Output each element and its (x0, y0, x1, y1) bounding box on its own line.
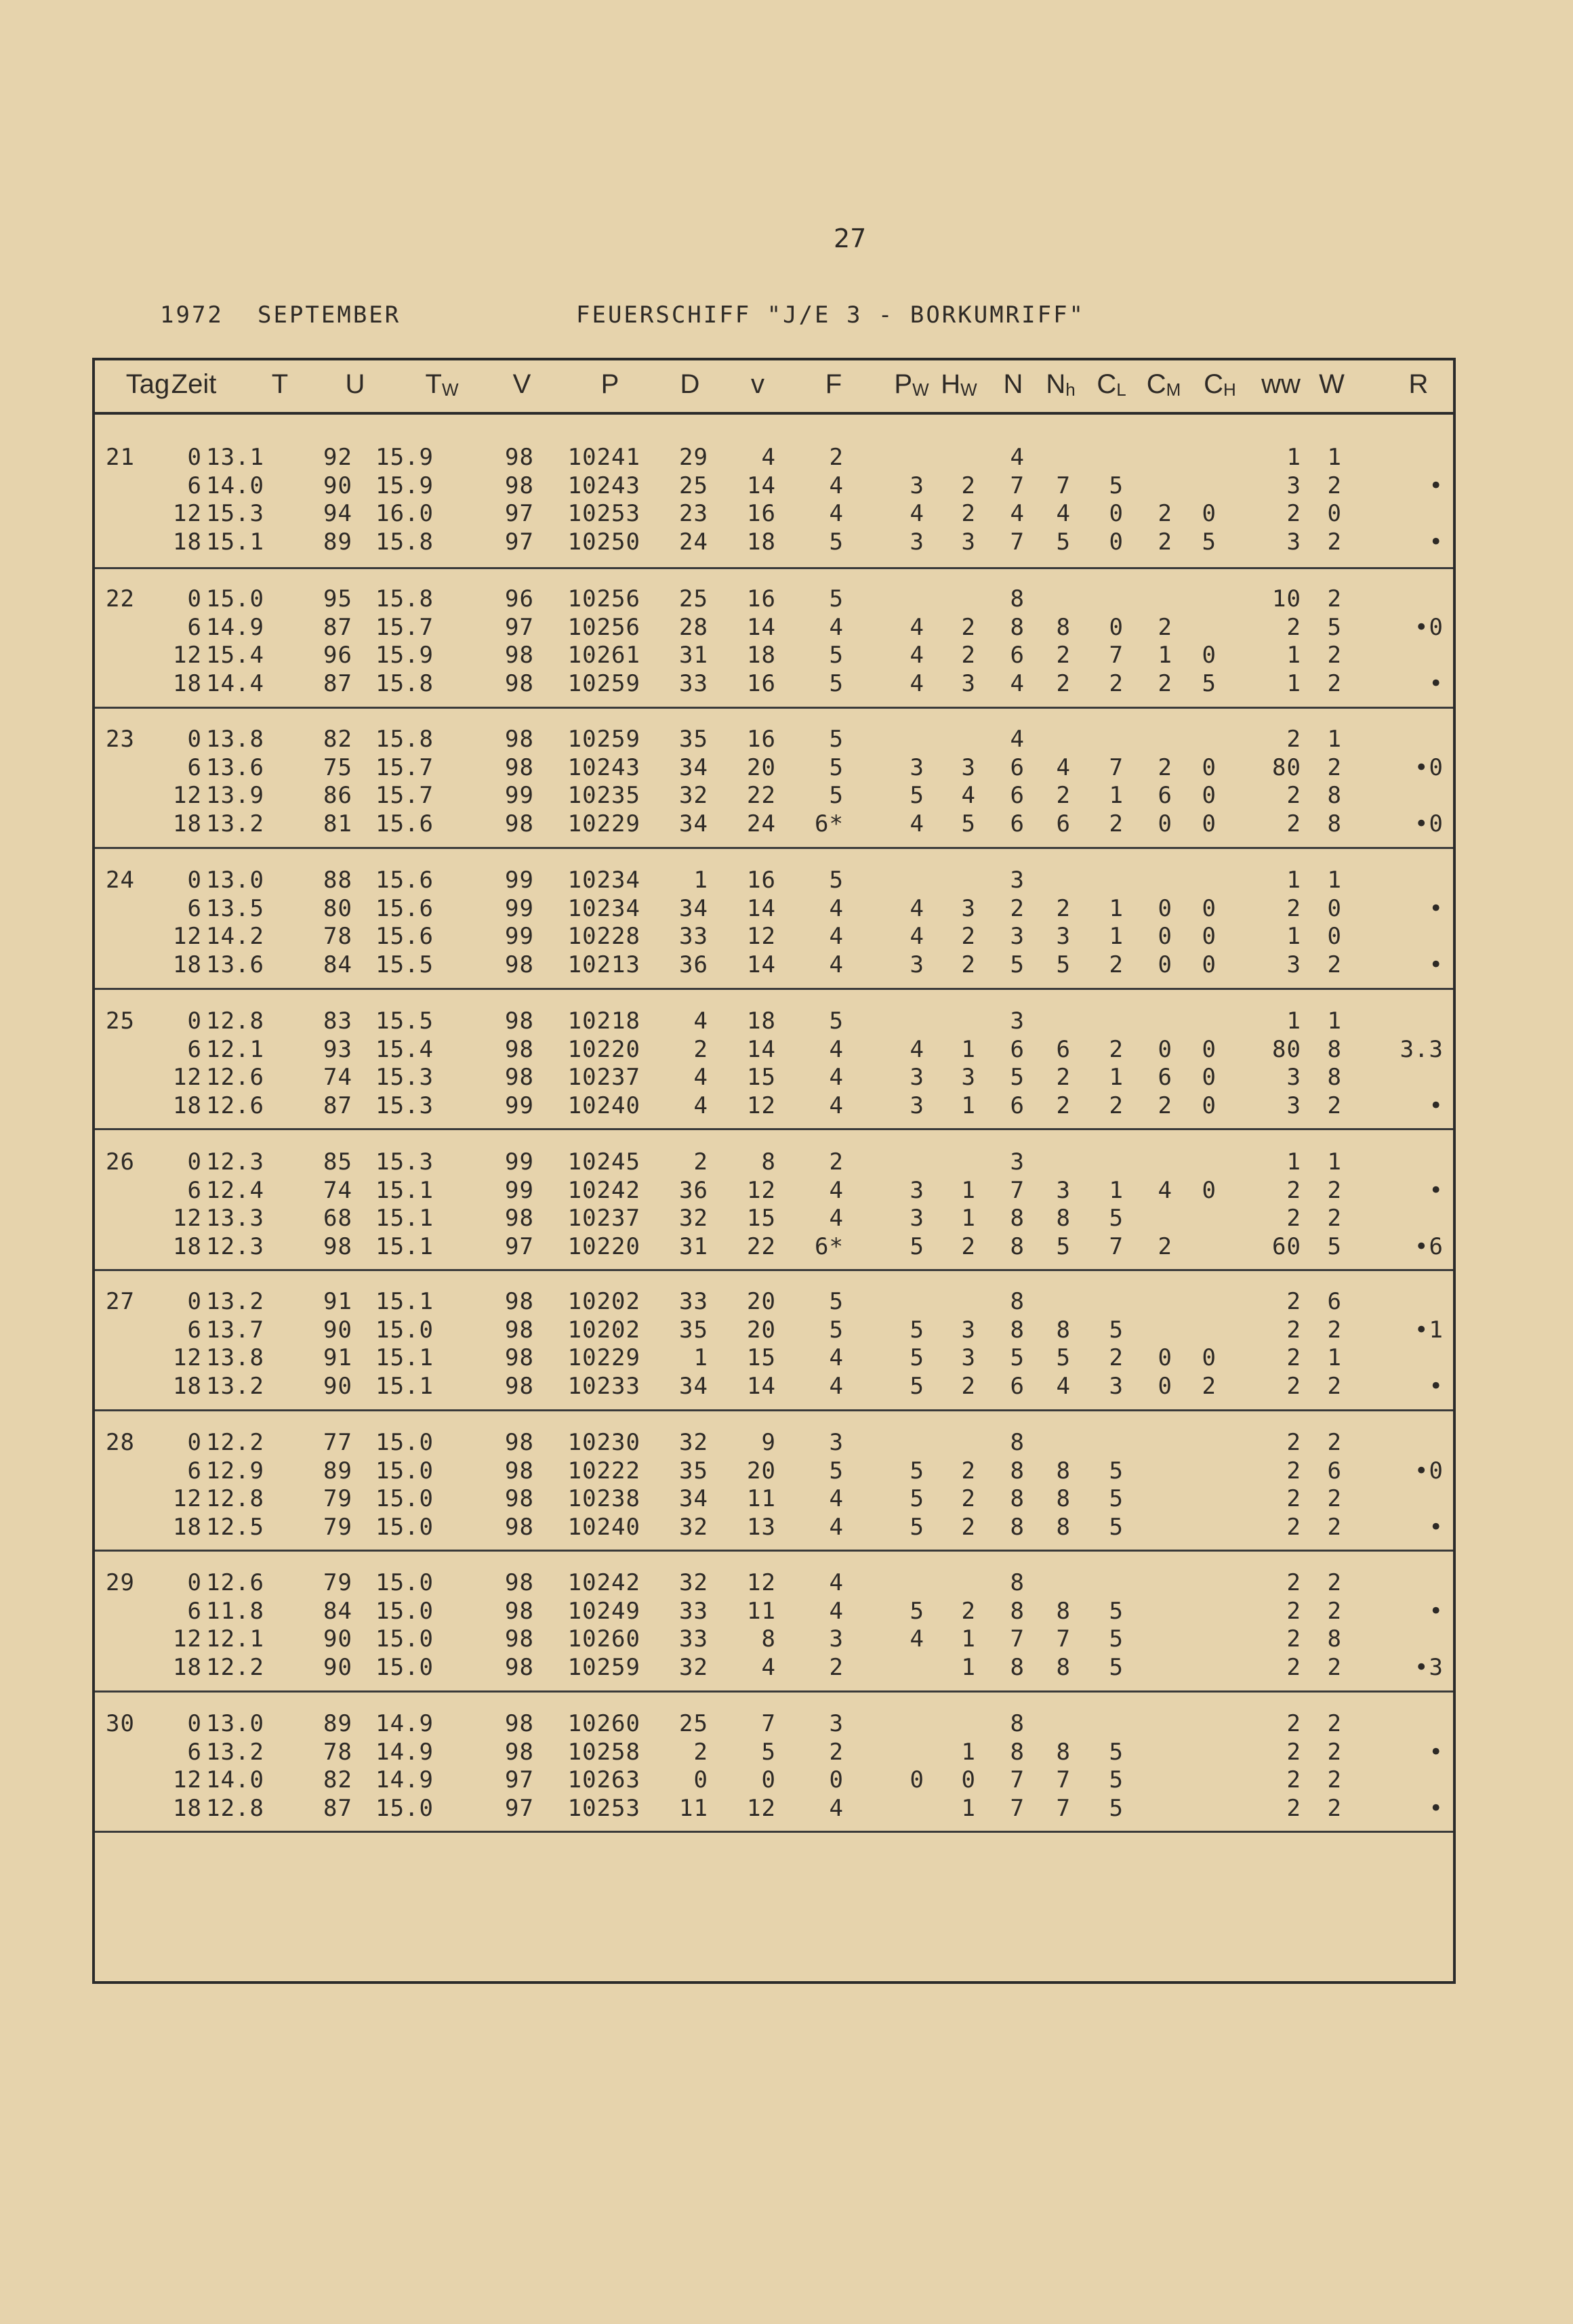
day-separator (95, 847, 1453, 849)
day-separator (95, 1409, 1453, 1411)
day-separator (95, 1269, 1453, 1271)
header-year: 1972 (160, 302, 224, 329)
day-separator (95, 707, 1453, 709)
column-header-label: U (345, 369, 365, 399)
column-header-label: R (1408, 369, 1429, 399)
column-header-label: C (1146, 369, 1166, 399)
column-header-label: C (1204, 369, 1224, 399)
column-header-w (1298, 369, 1366, 400)
column-header-label: v (751, 369, 764, 399)
column-header-label: V (512, 369, 531, 399)
day-separator (95, 1128, 1453, 1130)
column-header-v (724, 369, 792, 400)
column-header-label: W (1319, 369, 1345, 399)
header-rule (92, 412, 1456, 415)
column-header-p (576, 369, 644, 400)
column-header-subscript: H (1223, 379, 1236, 400)
column-header-label: ww (1261, 369, 1301, 399)
column-header-subscript: W (960, 379, 977, 400)
column-header-f (800, 369, 867, 400)
column-header-label: T (271, 369, 289, 399)
column-header-subscript: W (441, 379, 459, 400)
column-header-r (1385, 369, 1452, 400)
day-separator (95, 1831, 1453, 1833)
header-month: SEPTEMBER (258, 302, 401, 329)
column-header-label: P (600, 369, 619, 399)
day-separator (95, 1550, 1453, 1552)
column-header-v (488, 369, 556, 400)
column-header-label: F (825, 369, 842, 399)
column-header-label: C (1097, 369, 1117, 399)
column-header-label: T (425, 369, 442, 399)
column-header-label: N (1046, 369, 1066, 399)
page-number: 27 (834, 224, 867, 253)
column-header-label: Zeit (171, 369, 217, 399)
column-header-d (656, 369, 724, 400)
column-header-subscript: L (1116, 379, 1126, 400)
column-header-subscript: M (1166, 379, 1181, 400)
day-separator (95, 1690, 1453, 1693)
column-header-label: Tag (125, 369, 170, 399)
column-header-ch (1186, 369, 1254, 400)
header-station: FEUERSCHIFF "J/E 3 - BORKUMRIFF" (576, 302, 1086, 329)
day-separator (95, 988, 1453, 990)
column-header-u (321, 369, 389, 400)
column-header-t (246, 369, 314, 400)
column-header-label: H (941, 369, 961, 399)
column-header-zeit (160, 369, 228, 400)
column-header-subscript: h (1065, 379, 1076, 400)
column-header-label: N (1003, 369, 1023, 399)
column-header-label: D (680, 369, 700, 399)
column-header-subscript: W (912, 379, 929, 400)
column-header-label: P (894, 369, 913, 399)
column-header-tw (408, 369, 476, 400)
day-separator (95, 567, 1453, 569)
